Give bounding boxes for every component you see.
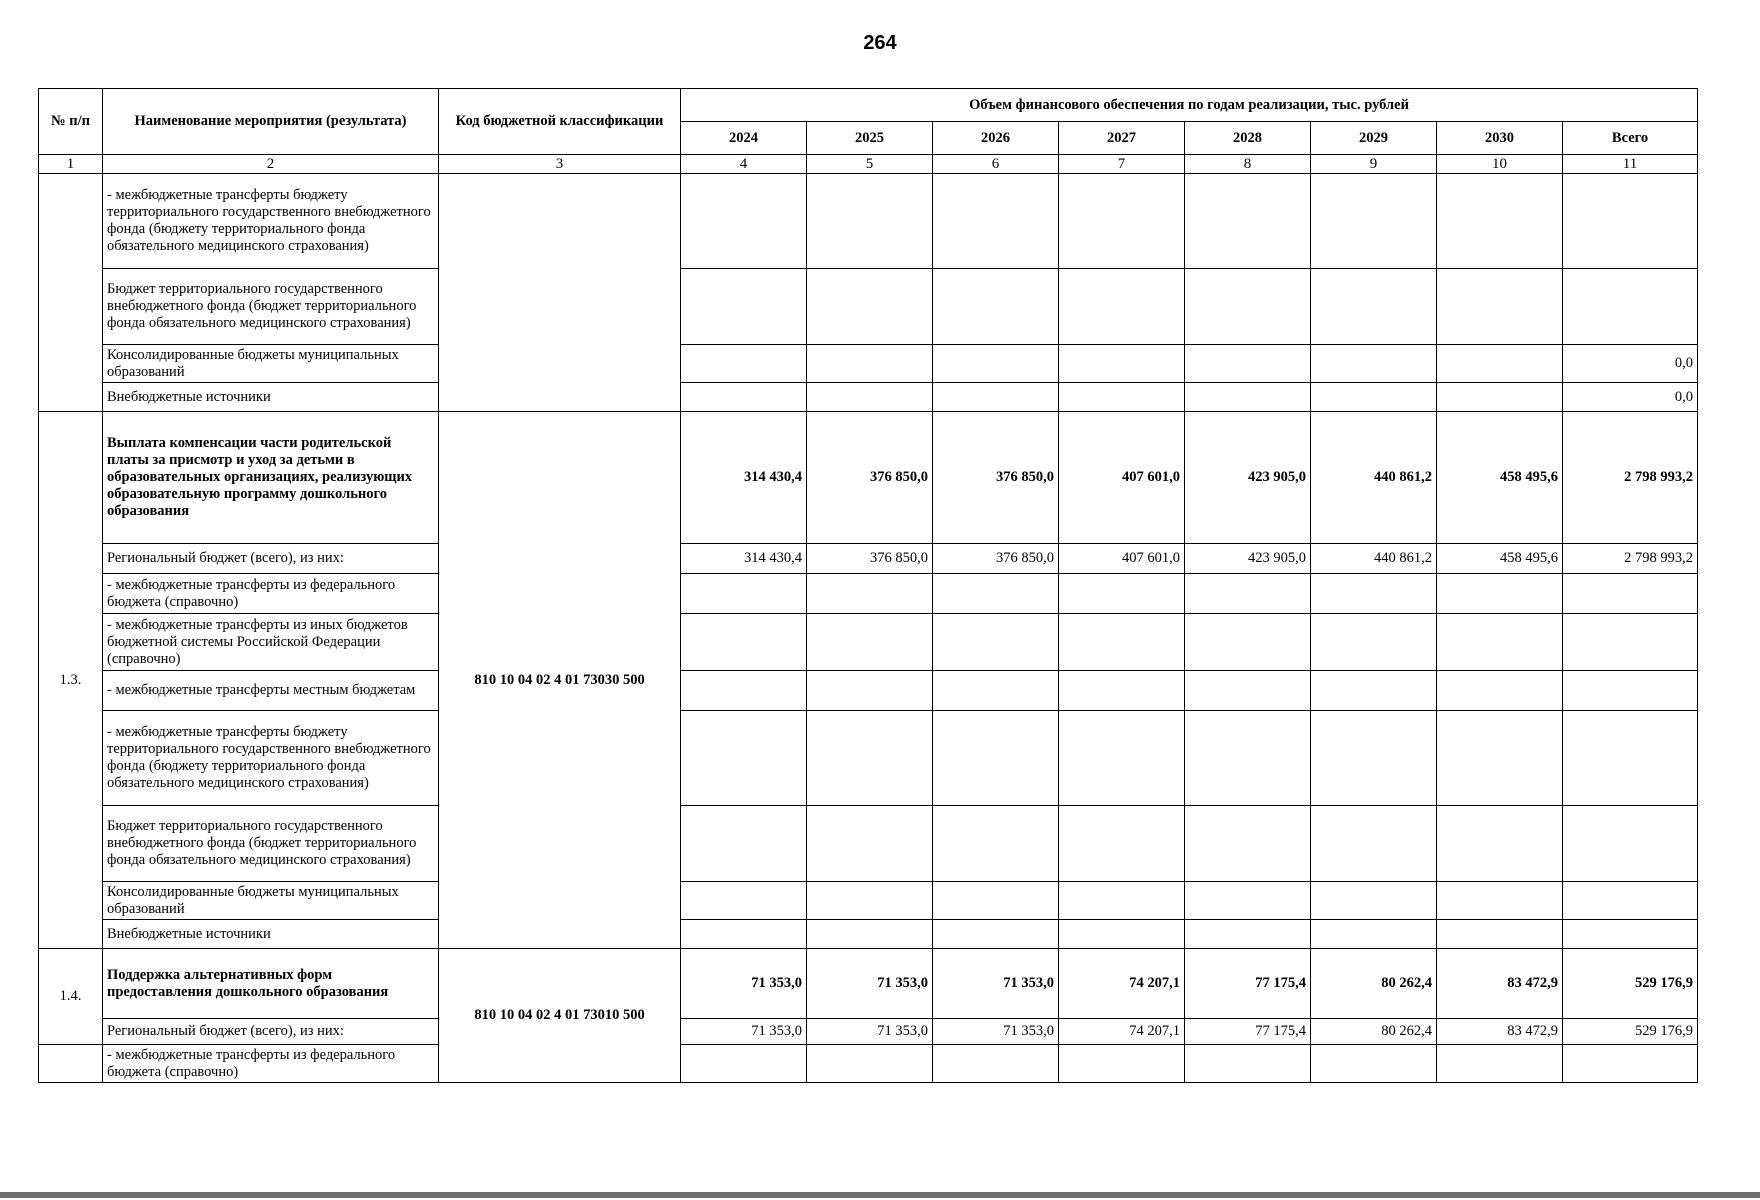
header-year: 2024 <box>681 122 807 155</box>
value-cell <box>1185 882 1311 920</box>
value-cell <box>1185 269 1311 345</box>
value-cell <box>1311 345 1437 383</box>
value-cell <box>1059 920 1185 949</box>
value-cell <box>681 711 807 806</box>
value-cell <box>1437 383 1563 412</box>
value-cell <box>933 1045 1059 1083</box>
value-cell: 423 905,0 <box>1185 412 1311 544</box>
value-cell <box>1059 345 1185 383</box>
header-year: 2025 <box>807 122 933 155</box>
value-cell <box>807 345 933 383</box>
value-cell: 376 850,0 <box>933 412 1059 544</box>
value-cell <box>1185 345 1311 383</box>
value-cell <box>1437 174 1563 269</box>
column-number: 4 <box>681 155 807 174</box>
row-label: - межбюджетные трансферты из иных бюджетов бюджетной системы Российской Федерации (справочно) <box>103 614 439 671</box>
value-cell: 407 601,0 <box>1059 412 1185 544</box>
value-cell <box>681 174 807 269</box>
value-cell <box>933 383 1059 412</box>
value-cell <box>1185 574 1311 614</box>
value-cell <box>1437 711 1563 806</box>
table-row-title <box>39 412 1698 544</box>
value-cell: 74 207,1 <box>1059 1019 1185 1045</box>
value-cell <box>1437 574 1563 614</box>
table-row <box>39 711 1698 806</box>
row-label: Внебюджетные источники <box>103 383 439 412</box>
row-label: - межбюджетные трансферты местным бюджетам <box>103 671 439 711</box>
value-total-cell <box>1563 269 1698 345</box>
index-cell <box>39 1045 103 1083</box>
value-total-cell: 529 176,9 <box>1563 949 1698 1019</box>
row-label: - межбюджетные трансферты бюджету территориального государственного внебюджетного фонда (бюджету территориального фонда обязательного медицинского страхования) <box>103 174 439 269</box>
value-cell <box>1311 1045 1437 1083</box>
value-cell <box>681 920 807 949</box>
column-number: 6 <box>933 155 1059 174</box>
index-cell: 1.4. <box>39 949 103 1045</box>
value-cell <box>933 574 1059 614</box>
header-row-1 <box>39 89 1698 122</box>
value-cell: 458 495,6 <box>1437 544 1563 574</box>
value-cell <box>681 671 807 711</box>
header-code: Код бюджетной классификации <box>439 89 681 155</box>
row-label: - межбюджетные трансферты из федерального бюджета (справочно) <box>103 574 439 614</box>
value-cell <box>1437 920 1563 949</box>
header-volume: Объем финансового обеспечения по годам реализации, тыс. рублей <box>681 89 1698 122</box>
value-cell <box>807 174 933 269</box>
value-total-cell: 529 176,9 <box>1563 1019 1698 1045</box>
value-cell <box>681 269 807 345</box>
value-cell <box>1311 671 1437 711</box>
value-cell <box>1437 345 1563 383</box>
value-total-cell: 2 798 993,2 <box>1563 412 1698 544</box>
value-cell <box>807 269 933 345</box>
value-cell: 458 495,6 <box>1437 412 1563 544</box>
header-year: 2030 <box>1437 122 1563 155</box>
row-label: Региональный бюджет (всего), из них: <box>103 544 439 574</box>
index-cell: 1.3. <box>39 412 103 949</box>
value-total-cell <box>1563 174 1698 269</box>
value-cell <box>1311 711 1437 806</box>
table-row <box>39 269 1698 345</box>
value-cell <box>807 383 933 412</box>
table-row <box>39 806 1698 882</box>
value-cell <box>1059 882 1185 920</box>
value-cell <box>1059 383 1185 412</box>
value-cell <box>933 806 1059 882</box>
value-cell <box>1437 806 1563 882</box>
value-cell <box>1437 614 1563 671</box>
value-cell <box>807 574 933 614</box>
value-cell <box>1059 1045 1185 1083</box>
column-number: 11 <box>1563 155 1698 174</box>
value-cell <box>807 614 933 671</box>
value-cell <box>1185 1045 1311 1083</box>
measure-title: Поддержка альтернативных форм предоставления дошкольного образования <box>103 949 439 1019</box>
value-total-cell <box>1563 882 1698 920</box>
table-row-title <box>39 949 1698 1019</box>
value-total-cell: 0,0 <box>1563 383 1698 412</box>
column-number: 2 <box>103 155 439 174</box>
table-row <box>39 920 1698 949</box>
value-cell: 440 861,2 <box>1311 544 1437 574</box>
value-cell: 77 175,4 <box>1185 949 1311 1019</box>
value-total-cell: 0,0 <box>1563 345 1698 383</box>
value-cell <box>1437 1045 1563 1083</box>
value-cell: 71 353,0 <box>681 949 807 1019</box>
value-total-cell <box>1563 614 1698 671</box>
value-total-cell <box>1563 806 1698 882</box>
value-cell <box>807 920 933 949</box>
row-label: - межбюджетные трансферты из федерального бюджета (справочно) <box>103 1045 439 1083</box>
value-cell <box>1185 671 1311 711</box>
column-number: 5 <box>807 155 933 174</box>
value-cell <box>1185 383 1311 412</box>
value-total-cell <box>1563 671 1698 711</box>
value-cell: 80 262,4 <box>1311 949 1437 1019</box>
header-year: 2029 <box>1311 122 1437 155</box>
code-cell <box>439 174 681 412</box>
row-label: Бюджет территориального государственного внебюджетного фонда (бюджет территориального фонда обязательного медицинского страхования) <box>103 269 439 345</box>
value-cell <box>807 1045 933 1083</box>
table-row <box>39 1045 1698 1083</box>
value-cell <box>1185 614 1311 671</box>
value-cell <box>1311 383 1437 412</box>
column-number: 1 <box>39 155 103 174</box>
value-cell <box>933 269 1059 345</box>
header-total: Всего <box>1563 122 1698 155</box>
value-cell: 83 472,9 <box>1437 949 1563 1019</box>
value-cell <box>681 806 807 882</box>
value-cell: 83 472,9 <box>1437 1019 1563 1045</box>
budget-code: 810 10 04 02 4 01 73030 500 <box>439 412 681 949</box>
value-cell <box>933 174 1059 269</box>
table-row <box>39 882 1698 920</box>
value-cell: 71 353,0 <box>933 949 1059 1019</box>
value-cell <box>681 1045 807 1083</box>
value-cell <box>1185 920 1311 949</box>
scan-edge-line <box>0 1192 1760 1198</box>
table-row <box>39 345 1698 383</box>
value-cell <box>933 882 1059 920</box>
value-cell: 71 353,0 <box>681 1019 807 1045</box>
value-cell: 71 353,0 <box>933 1019 1059 1045</box>
measure-title: Выплата компенсации части родительской платы за присмотр и уход за детьми в образовательных организациях, реализующих образовательную программу дошкольного образования <box>103 412 439 544</box>
value-cell: 314 430,4 <box>681 412 807 544</box>
value-cell: 376 850,0 <box>933 544 1059 574</box>
header-year: 2028 <box>1185 122 1311 155</box>
value-cell <box>1185 806 1311 882</box>
value-cell <box>1059 174 1185 269</box>
value-cell <box>1059 806 1185 882</box>
column-number: 9 <box>1311 155 1437 174</box>
financing-table <box>38 88 1698 1083</box>
value-cell <box>1437 269 1563 345</box>
row-label: Бюджет территориального государственного внебюджетного фонда (бюджет территориального фонда обязательного медицинского страхования) <box>103 806 439 882</box>
row-label: Консолидированные бюджеты муниципальных образований <box>103 345 439 383</box>
value-cell: 440 861,2 <box>1311 412 1437 544</box>
value-cell <box>807 806 933 882</box>
value-cell: 77 175,4 <box>1185 1019 1311 1045</box>
value-cell: 74 207,1 <box>1059 949 1185 1019</box>
column-number: 10 <box>1437 155 1563 174</box>
value-cell <box>807 671 933 711</box>
table-row <box>39 614 1698 671</box>
column-number: 7 <box>1059 155 1185 174</box>
value-cell <box>1059 711 1185 806</box>
value-cell: 71 353,0 <box>807 949 933 1019</box>
budget-code: 810 10 04 02 4 01 73010 500 <box>439 949 681 1083</box>
value-cell <box>933 345 1059 383</box>
value-cell <box>1311 806 1437 882</box>
value-cell <box>681 614 807 671</box>
value-cell <box>1437 671 1563 711</box>
index-cell <box>39 174 103 412</box>
value-cell <box>681 345 807 383</box>
value-cell: 80 262,4 <box>1311 1019 1437 1045</box>
value-cell <box>1311 574 1437 614</box>
row-label: Консолидированные бюджеты муниципальных образований <box>103 882 439 920</box>
value-cell: 407 601,0 <box>1059 544 1185 574</box>
value-total-cell <box>1563 574 1698 614</box>
value-cell <box>1059 269 1185 345</box>
header-name: Наименование мероприятия (результата) <box>103 89 439 155</box>
value-cell <box>933 671 1059 711</box>
column-number: 8 <box>1185 155 1311 174</box>
value-cell <box>1311 614 1437 671</box>
value-cell <box>1311 882 1437 920</box>
row-label: Внебюджетные источники <box>103 920 439 949</box>
value-cell <box>807 711 933 806</box>
header-year: 2026 <box>933 122 1059 155</box>
value-cell <box>1185 174 1311 269</box>
row-label: - межбюджетные трансферты бюджету территориального государственного внебюджетного фонда (бюджету территориального фонда обязательного медицинского страхования) <box>103 711 439 806</box>
value-cell <box>1059 671 1185 711</box>
value-cell <box>681 574 807 614</box>
value-cell: 314 430,4 <box>681 544 807 574</box>
value-cell <box>933 614 1059 671</box>
page-number: 264 <box>863 32 897 54</box>
value-cell <box>1311 174 1437 269</box>
table-row <box>39 1019 1698 1045</box>
table-row <box>39 174 1698 269</box>
column-number-row <box>39 155 1698 174</box>
value-cell <box>1311 920 1437 949</box>
value-total-cell: 2 798 993,2 <box>1563 544 1698 574</box>
value-cell <box>933 920 1059 949</box>
value-cell <box>1059 614 1185 671</box>
table-row <box>39 544 1698 574</box>
header-num: № п/п <box>39 89 103 155</box>
header-year: 2027 <box>1059 122 1185 155</box>
value-cell <box>1437 882 1563 920</box>
table-row <box>39 671 1698 711</box>
value-total-cell <box>1563 711 1698 806</box>
value-cell <box>1059 574 1185 614</box>
value-cell: 71 353,0 <box>807 1019 933 1045</box>
value-cell <box>681 882 807 920</box>
table-row <box>39 574 1698 614</box>
table-row <box>39 383 1698 412</box>
value-cell <box>1311 269 1437 345</box>
value-total-cell <box>1563 920 1698 949</box>
value-cell <box>807 882 933 920</box>
value-cell <box>681 383 807 412</box>
column-number: 3 <box>439 155 681 174</box>
value-cell <box>933 711 1059 806</box>
value-cell: 376 850,0 <box>807 412 933 544</box>
row-label: Региональный бюджет (всего), из них: <box>103 1019 439 1045</box>
value-total-cell <box>1563 1045 1698 1083</box>
value-cell <box>1185 711 1311 806</box>
value-cell: 423 905,0 <box>1185 544 1311 574</box>
value-cell: 376 850,0 <box>807 544 933 574</box>
